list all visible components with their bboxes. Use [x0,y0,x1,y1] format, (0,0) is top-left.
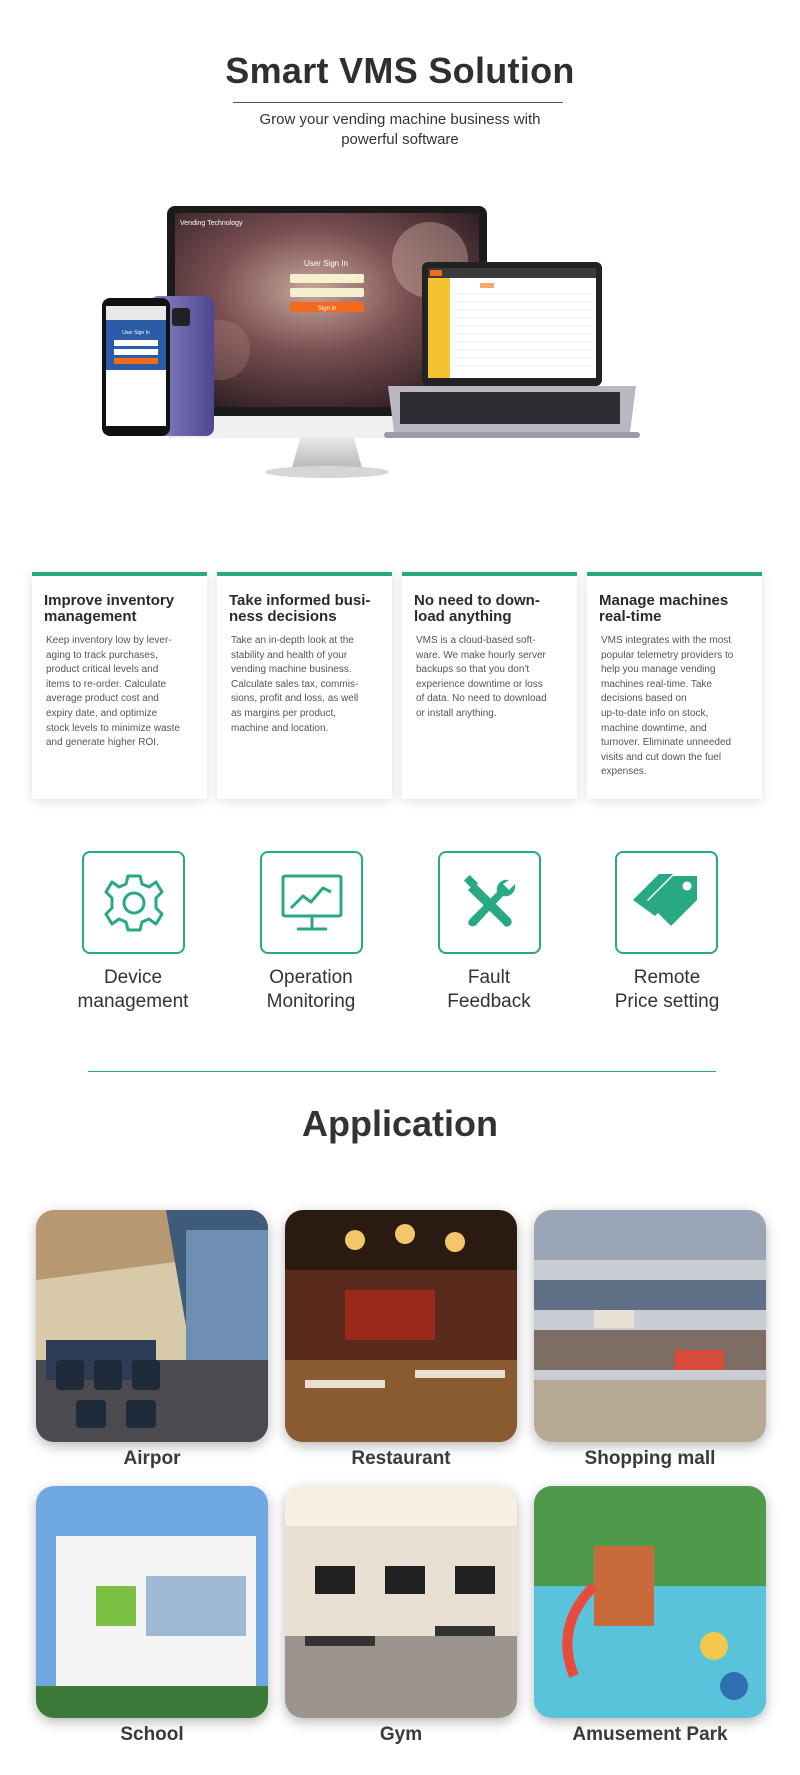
amusement-park-image [534,1486,766,1718]
restaurant-label: Restaurant [351,1448,451,1469]
title-underline [233,102,563,103]
feature-card-body: Keep inventory low by lever- aging to track purchases, product critical levels and items to re-order. Calculate average product cost and expiry date, and optimize stock levels to minimize waste and generate higher ROI. [46,635,180,749]
feature-card-cloud [402,572,577,799]
monitor-signin-button: Sign in [317,306,337,312]
tools-icon [455,868,525,938]
gym-image [285,1486,517,1718]
price-tag-icon [629,868,705,938]
application-title: Application [302,1103,498,1144]
device-management-label: Device management [77,967,189,1012]
feature-card-realtime [587,572,762,799]
hero-devices-illustration [100,200,740,520]
remote-price-tile [615,851,718,954]
restaurant-image [285,1210,517,1442]
feature-card-title: Improve inventory management [44,592,175,625]
subtitle-line-1: Grow your vending machine business with [259,111,541,128]
feature-card-title: Take informed busi- ness decisions [229,592,371,625]
feature-card-body: VMS is a cloud-based soft- ware. We make hourly server backups so that you don't experience downtime or loss of data. No need to download or install anything. [416,635,547,719]
gear-icon [99,868,169,938]
airport-image [36,1210,268,1442]
remote-price-label: Remote Price setting [614,967,720,1012]
monitor-chart-icon [277,868,347,938]
page-title: Smart VMS Solution [225,50,575,91]
fault-feedback-label: Fault Feedback [447,967,531,1012]
section-divider [88,1071,716,1072]
school-image [36,1486,268,1718]
airport-label: Airpor [123,1448,181,1469]
feature-card-body: VMS integrates with the most popular telemetry providers to help you manage vending machines real-time. Take decisions based on up-to-date info on stock, machine downtime, and turnover. Eliminate unneeded visits and cut down the fuel expenses. [601,635,734,778]
device-management-tile [82,851,185,954]
feature-card-title: No need to down- load anything [414,592,540,625]
feature-card-decisions [217,572,392,799]
phone-signin-title: User Sign In [122,330,150,336]
feature-card-body: Take an in-depth look at the stability and health of your vending machine business. Calculate sales tax, commis- sions, profit and loss, as well as margins per product, machine and location. [231,635,359,734]
fault-feedback-tile [438,851,541,954]
subtitle-line-2: powerful software [341,131,459,148]
page-subtitle [200,110,600,150]
monitor-signin-title: User Sign In [303,259,349,268]
amusement-park-label: Amusement Park [572,1724,728,1745]
shopping-mall-label: Shopping mall [584,1448,716,1469]
monitor-brand-text: Vending Technology [180,220,243,227]
gym-label: Gym [379,1724,423,1745]
operation-monitoring-label: Operation Monitoring [266,967,356,1012]
laptop-device [384,262,640,438]
feature-card-inventory [32,572,207,799]
operation-monitoring-tile [260,851,363,954]
shopping-mall-image [534,1210,766,1442]
feature-card-title: Manage machines real-time [599,592,729,625]
school-label: School [120,1724,184,1745]
phone-device [102,296,214,436]
